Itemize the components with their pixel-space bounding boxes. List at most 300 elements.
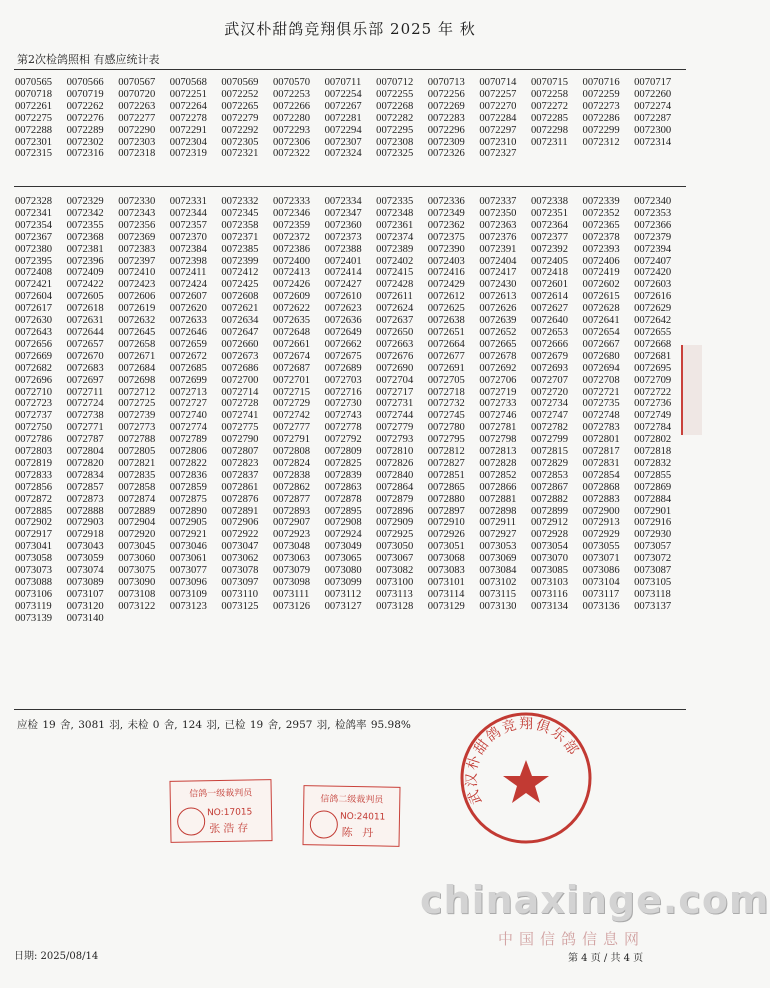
ring-id: 0072732 [427, 398, 465, 410]
ring-id: 0072331 [169, 196, 207, 207]
ring-id: 0072868 [582, 481, 620, 493]
ring-id: 0072624 [376, 303, 414, 315]
ring-id: 0073069 [479, 553, 517, 565]
ring-id: 0072659 [169, 338, 207, 350]
stamp-number: NO:24011 [339, 811, 386, 823]
ring-id: 0072698 [118, 374, 156, 386]
ring-id: 0072913 [582, 517, 620, 529]
ring-id: 0072873 [66, 493, 104, 505]
ring-id: 0072716 [324, 386, 362, 398]
ring-id: 0072875 [169, 493, 207, 505]
ring-id: 0073088 [15, 577, 53, 588]
stamp-name: 张浩存 [209, 821, 252, 836]
ring-id: 0073103 [530, 577, 569, 588]
ring-id: 0072863 [324, 481, 362, 493]
ring-id: 0072707 [530, 374, 569, 386]
ring-id: 0072316 [66, 148, 104, 160]
ring-id: 0072825 [324, 457, 362, 469]
ring-id: 0072321 [221, 148, 259, 160]
stamp-emblem-icon [310, 810, 338, 838]
ring-id: 0073137 [634, 600, 672, 612]
ring-id: 0072829 [530, 457, 569, 469]
ring-id: 0072332 [221, 196, 259, 207]
ring-id: 0072274 [634, 100, 672, 112]
ring-id: 0072293 [272, 124, 311, 136]
ring-id: 0072605 [66, 291, 104, 303]
ring-id: 0072326 [427, 148, 465, 160]
ring-id: 0073099 [324, 577, 362, 588]
ring-id: 0072705 [427, 374, 465, 386]
ring-id: 0072788 [118, 434, 156, 446]
ring-id: 0072359 [272, 219, 311, 231]
ring-id: 0072740 [169, 410, 207, 422]
ring-id: 0072781 [479, 422, 517, 434]
ring-id: 0072667 [582, 338, 620, 350]
ring-id: 0072617 [15, 303, 53, 315]
ring-id: 0072696 [15, 374, 53, 386]
ring-id: 0072322 [272, 148, 311, 160]
ring-id: 0073106 [15, 588, 53, 600]
ring-id: 0072603 [634, 279, 672, 291]
ring-id: 0072285 [530, 112, 569, 124]
ring-id: 0072653 [530, 326, 569, 338]
ring-id: 0072824 [272, 457, 311, 469]
ring-id: 0072922 [221, 529, 259, 541]
ring-id: 0072928 [530, 529, 569, 541]
ring-id: 0072364 [530, 219, 569, 231]
ring-id: 0072408 [15, 267, 53, 279]
ring-id: 0072376 [479, 231, 517, 243]
ring-id: 0072877 [272, 493, 311, 505]
ring-id: 0072416 [427, 267, 465, 279]
ring-id: 0072604 [15, 291, 53, 303]
ring-id: 0072743 [324, 410, 362, 422]
ring-id: 0072412 [221, 267, 259, 279]
ring-id: 0073083 [427, 565, 465, 577]
ring-id: 0072401 [324, 255, 362, 267]
ring-id: 0072665 [479, 338, 517, 350]
ring-id: 0072790 [221, 434, 259, 446]
ring-id: 0072798 [479, 434, 517, 446]
ring-id: 0072879 [376, 493, 414, 505]
ring-id: 0072425 [221, 279, 259, 291]
stamp-title: 信鸽二级裁判员 [320, 794, 384, 806]
ring-id: 0072862 [272, 481, 311, 493]
ring-id: 0072700 [221, 374, 259, 386]
ring-id: 0073109 [169, 588, 207, 600]
ring-id: 0072771 [66, 422, 104, 434]
ring-id: 0072410 [118, 267, 156, 279]
ring-id: 0072833 [15, 469, 53, 481]
ring-id: 0072647 [221, 326, 259, 338]
ring-id: 0072749 [634, 410, 672, 422]
ring-id: 0070717 [634, 77, 672, 88]
ring-id: 0072734 [530, 398, 569, 410]
ring-id: 0072745 [427, 410, 465, 422]
ring-id: 0072799 [530, 434, 569, 446]
group-divider [14, 186, 686, 187]
page-number: 第 4 页 / 共 4 页 [568, 953, 644, 964]
ring-id: 0073080 [324, 565, 362, 577]
ring-id: 0072869 [634, 481, 672, 493]
ring-id: 0072923 [272, 529, 311, 541]
ring-id: 0073130 [479, 600, 517, 612]
ring-id: 0072284 [479, 112, 517, 124]
ring-id: 0072345 [221, 207, 259, 219]
ring-id: 0072267 [324, 100, 362, 112]
ring-id: 0072258 [530, 88, 569, 100]
ring-id: 0072407 [634, 255, 672, 267]
ring-id: 0072632 [118, 315, 156, 327]
ring-id: 0072406 [582, 255, 620, 267]
ring-id: 0073086 [582, 565, 620, 577]
ring-id: 0072689 [324, 362, 362, 374]
page-title: 武汉朴甜鸽竞翔俱乐部 2025 年 秋 [224, 20, 476, 38]
ring-id: 0072777 [272, 422, 311, 434]
seal-star-icon [503, 760, 549, 803]
ring-id: 0072422 [66, 279, 104, 291]
ring-id: 0073125 [221, 600, 259, 612]
ring-id: 0072356 [118, 219, 156, 231]
ring-id: 0072394 [634, 243, 672, 255]
ring-id: 0072282 [376, 112, 414, 124]
ring-id: 0072644 [66, 326, 104, 338]
referee-stamp-2 [302, 785, 400, 847]
ring-id: 0072793 [376, 434, 414, 446]
ring-id: 0072929 [582, 529, 620, 541]
ring-id: 0072308 [376, 136, 414, 148]
ring-id: 0073046 [169, 541, 207, 553]
ring-id: 0072839 [324, 469, 362, 481]
ring-id: 0072694 [582, 362, 620, 374]
ring-id: 0072426 [272, 279, 311, 291]
ring-id: 0072283 [427, 112, 465, 124]
ring-id: 0073073 [15, 565, 53, 577]
table-subtitle: 第2次检鸽照相 有感应统计表 [17, 53, 160, 66]
ring-id: 0072297 [479, 124, 517, 136]
ring-id: 0072828 [479, 457, 517, 469]
ring-id: 0073047 [221, 541, 259, 553]
ring-id: 0072350 [479, 207, 517, 219]
ring-id: 0072655 [634, 326, 672, 338]
ring-id: 0072723 [15, 398, 53, 410]
ring-id: 0072623 [324, 303, 362, 315]
ring-id: 0072286 [582, 112, 620, 124]
ring-id: 0072296 [427, 124, 465, 136]
ring-id: 0072728 [221, 398, 259, 410]
ring-id: 0072252 [221, 88, 259, 100]
seal-text: 武汉朴甜鸽竞翔俱乐部 [463, 716, 583, 807]
ring-id: 0072906 [221, 517, 259, 529]
ring-id: 0072812 [427, 446, 465, 458]
ring-id: 0072898 [479, 505, 517, 517]
stamp-title: 信鸽一级裁判员 [189, 788, 253, 800]
ring-id: 0072699 [169, 374, 207, 386]
ring-id: 0072832 [634, 457, 672, 469]
ring-id: 0072391 [479, 243, 517, 255]
ring-id: 0072260 [634, 88, 672, 100]
ring-id: 0072881 [479, 493, 517, 505]
ring-id: 0072263 [118, 100, 156, 112]
ring-id: 0072660 [221, 338, 259, 350]
ring-id: 0072724 [66, 398, 104, 410]
ring-id: 0072663 [376, 338, 414, 350]
ring-id: 0072885 [15, 505, 53, 517]
ring-id: 0072730 [324, 398, 362, 410]
ring-id: 0072715 [272, 386, 311, 398]
ring-id: 0072670 [66, 350, 104, 362]
ring-id: 0072795 [427, 434, 465, 446]
ring-id: 0072678 [479, 350, 517, 362]
ring-id: 0072621 [221, 303, 259, 315]
ring-id: 0073077 [169, 565, 207, 577]
ring-id: 0073087 [634, 565, 672, 577]
ring-id: 0072629 [634, 303, 672, 315]
ring-id: 0072831 [582, 457, 620, 469]
ring-id: 0072264 [169, 100, 207, 112]
ring-id: 0072279 [221, 112, 259, 124]
ring-id: 0070712 [376, 77, 414, 88]
ring-id: 0073068 [427, 553, 465, 565]
ring-id: 0072690 [376, 362, 414, 374]
ring-id: 0070566 [66, 77, 104, 88]
ring-id: 0072895 [324, 505, 362, 517]
ring-id: 0072899 [530, 505, 569, 517]
ring-id: 0072365 [582, 219, 620, 231]
watermark-domain: chinaxinge.com [420, 878, 770, 922]
ring-id: 0072636 [324, 315, 362, 327]
ring-id: 0072638 [427, 315, 465, 327]
ring-id: 0072403 [427, 255, 465, 267]
ring-id: 0072631 [66, 315, 104, 327]
ring-id: 0072396 [66, 255, 104, 267]
ring-id: 0072738 [66, 410, 104, 422]
ring-id: 0072652 [479, 326, 517, 338]
ring-id: 0072615 [582, 291, 620, 303]
ring-id: 0072893 [272, 505, 311, 517]
ring-id: 0073114 [427, 588, 465, 600]
ring-id: 0072360 [324, 219, 362, 231]
ring-id: 0072262 [66, 100, 104, 112]
ring-id: 0072384 [169, 243, 207, 255]
ring-id: 0072272 [530, 100, 569, 112]
ring-id: 0073127 [324, 600, 362, 612]
ring-id: 0072315 [15, 148, 53, 160]
ring-id: 0072773 [118, 422, 156, 434]
ring-id: 0072351 [530, 207, 569, 219]
ring-id: 0072679 [530, 350, 569, 362]
ring-id: 0072616 [634, 291, 672, 303]
ring-id: 0072930 [634, 529, 672, 541]
ring-id: 0072882 [530, 493, 569, 505]
ring-id: 0072778 [324, 422, 362, 434]
ring-id: 0072404 [479, 255, 517, 267]
ring-id: 0072865 [427, 481, 465, 493]
ring-id: 0072319 [169, 148, 207, 160]
ring-id: 0073110 [221, 588, 259, 600]
ring-id: 0072858 [118, 481, 156, 493]
ring-id: 0072742 [272, 410, 311, 422]
ring-id: 0072611 [376, 291, 413, 303]
ring-id: 0073128 [376, 600, 414, 612]
ring-id: 0072791 [272, 434, 311, 446]
ring-id: 0073100 [376, 577, 414, 588]
ring-id-list-group-1 [15, 77, 687, 160]
ring-id: 0070719 [66, 88, 104, 100]
ring-id: 0073041 [15, 541, 53, 553]
ring-id: 0072389 [376, 243, 414, 255]
ring-id: 0072429 [427, 279, 465, 291]
ring-id: 0072780 [427, 422, 465, 434]
ring-id: 0072817 [582, 446, 620, 458]
ring-id: 0072259 [582, 88, 620, 100]
ring-id: 0072925 [376, 529, 414, 541]
ring-id: 0072630 [15, 315, 53, 327]
ring-id: 0073119 [15, 600, 52, 612]
ring-id: 0072420 [634, 267, 672, 279]
ring-id: 0072393 [582, 243, 620, 255]
ring-id: 0072717 [376, 386, 414, 398]
ring-id: 0072333 [272, 196, 311, 207]
ring-id: 0072737 [15, 410, 53, 422]
ring-id: 0073072 [634, 553, 672, 565]
ring-id: 0072878 [324, 493, 362, 505]
ring-id: 0072729 [272, 398, 311, 410]
ring-id: 0072418 [530, 267, 569, 279]
ring-id: 0072312 [582, 136, 620, 148]
ring-id: 0072866 [479, 481, 517, 493]
ring-id: 0072671 [118, 350, 156, 362]
ring-id: 0072294 [324, 124, 362, 136]
ring-id: 0072400 [272, 255, 311, 267]
ring-id: 0072924 [324, 529, 362, 541]
ring-id: 0073045 [118, 541, 156, 553]
ring-id: 0072750 [15, 422, 53, 434]
ring-id: 0072697 [66, 374, 104, 386]
ring-id: 0072648 [272, 326, 311, 338]
ring-id: 0072826 [376, 457, 414, 469]
ring-id: 0072733 [479, 398, 517, 410]
ring-id: 0070718 [15, 88, 53, 100]
ring-id: 0072340 [634, 196, 672, 207]
ring-id: 0072307 [324, 136, 362, 148]
ring-id: 0073055 [582, 541, 620, 553]
ring-id: 0072377 [530, 231, 569, 243]
ring-id: 0072614 [530, 291, 569, 303]
ring-id: 0072424 [169, 279, 207, 291]
ring-id: 0073089 [66, 577, 104, 588]
ring-id: 0072355 [66, 219, 104, 231]
ring-id: 0072642 [634, 315, 672, 327]
ring-id: 0072661 [272, 338, 311, 350]
ring-id: 0072818 [634, 446, 672, 458]
ring-id: 0072917 [15, 529, 53, 541]
ring-id: 0072682 [15, 362, 53, 374]
ring-id: 0072889 [118, 505, 156, 517]
ring-id: 0072876 [221, 493, 259, 505]
ring-id: 0072714 [221, 386, 259, 398]
ring-id: 0072783 [582, 422, 620, 434]
ring-id: 0072374 [376, 231, 414, 243]
ring-id: 0072677 [427, 350, 465, 362]
ring-id: 0072265 [221, 100, 259, 112]
ring-id: 0072337 [479, 196, 517, 207]
ring-id: 0072840 [376, 469, 414, 481]
ring-id: 0070720 [118, 88, 156, 100]
ring-id: 0073107 [66, 588, 104, 600]
ring-id: 0072719 [479, 386, 517, 398]
ring-id: 0072325 [376, 148, 414, 160]
summary-line: 应检 19 舍, 3081 羽, 未检 0 舍, 124 羽, 已检 19 舍, 2957 羽, 检鸽率 95.98% [17, 719, 411, 731]
ring-id: 0072834 [66, 469, 104, 481]
ring-id: 0072269 [427, 100, 465, 112]
ring-id: 0072602 [582, 279, 620, 291]
ring-id: 0072268 [376, 100, 414, 112]
club-seal-icon [458, 710, 594, 846]
ring-id: 0072884 [634, 493, 672, 505]
ring-id: 0072801 [582, 434, 620, 446]
ring-id: 0072398 [169, 255, 207, 267]
stamp-number: NO:17015 [206, 807, 253, 819]
ring-id: 0072784 [634, 422, 672, 434]
ring-id: 0072373 [324, 231, 362, 243]
ring-id: 0072637 [376, 315, 414, 327]
ring-id: 0072330 [118, 196, 156, 207]
ring-id: 0073059 [66, 553, 104, 565]
ring-id: 0072747 [530, 410, 569, 422]
ring-id: 0072287 [634, 112, 672, 124]
ring-id: 0073048 [272, 541, 311, 553]
ring-id: 0072415 [376, 267, 414, 279]
ring-id: 0072669 [15, 350, 53, 362]
ring-id: 0072820 [66, 457, 104, 469]
ring-id: 0072804 [66, 446, 104, 458]
ring-id: 0073108 [118, 588, 156, 600]
ring-id: 0072710 [15, 386, 53, 398]
ring-id: 0072606 [118, 291, 156, 303]
ring-id: 0072289 [66, 124, 104, 136]
ring-id: 0072774 [169, 422, 207, 434]
ring-id: 0072720 [530, 386, 569, 398]
ring-id: 0072654 [582, 326, 620, 338]
ring-id: 0072856 [15, 481, 53, 493]
ring-id: 0073043 [66, 541, 104, 553]
ring-id: 0072813 [479, 446, 517, 458]
ring-id: 0072619 [118, 303, 156, 315]
ring-id: 0072666 [530, 338, 569, 350]
ring-id: 0072815 [530, 446, 569, 458]
ring-id: 0072902 [15, 517, 53, 529]
ring-id: 0072344 [169, 207, 207, 219]
ring-id: 0072306 [272, 136, 311, 148]
ring-id: 0073113 [376, 588, 413, 600]
ring-id: 0072823 [221, 457, 259, 469]
ring-id: 0072612 [427, 291, 465, 303]
ring-id: 0073104 [582, 577, 620, 588]
ring-id: 0073082 [376, 565, 414, 577]
ring-id: 0072290 [118, 124, 156, 136]
ring-id: 0072610 [324, 291, 362, 303]
ring-id: 0072254 [324, 88, 362, 100]
ring-id: 0072427 [324, 279, 362, 291]
ring-id: 0072708 [582, 374, 620, 386]
ring-id: 0072266 [272, 100, 311, 112]
ring-id: 0072388 [324, 243, 362, 255]
ring-id: 0072385 [221, 243, 259, 255]
ring-id: 0072673 [221, 350, 259, 362]
ring-id: 0072662 [324, 338, 362, 350]
ring-id: 0072405 [530, 255, 569, 267]
